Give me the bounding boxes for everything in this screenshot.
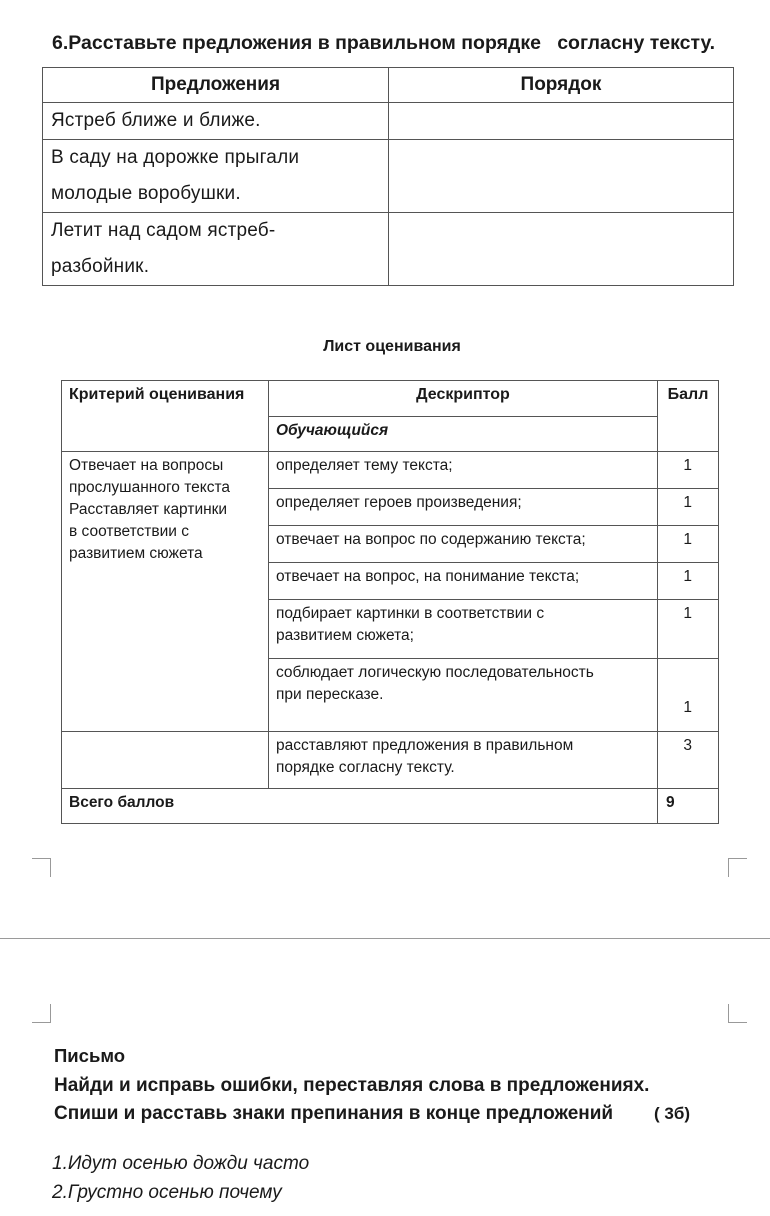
- page-corner-mark: [32, 858, 51, 877]
- score-cell: 1: [658, 600, 719, 659]
- score-cell: 1: [658, 659, 719, 732]
- page-corner-mark: [728, 1004, 747, 1023]
- task6-title: 6.Расставьте предложения в правильном порядке согласну тексту.: [52, 32, 716, 54]
- sentence-cell: [43, 140, 389, 213]
- assessment-header-row: [62, 381, 719, 417]
- order-cell[interactable]: [389, 103, 734, 140]
- total-row: [62, 789, 719, 824]
- table-row: [62, 452, 719, 489]
- sentence-line: молодые воробушки.: [51, 183, 241, 204]
- exercise-item: 1.Идут осенью дожди часто: [52, 1153, 310, 1174]
- descriptor-cell: [269, 659, 658, 732]
- descriptor-cell: [269, 600, 658, 659]
- sentence-line: Ястреб ближе и ближе.: [51, 110, 261, 131]
- descriptor-line: соблюдает логическую последовательность: [276, 664, 594, 681]
- header-score: Балл: [658, 381, 719, 452]
- exercise-item: 2.Грустно осенью почему: [52, 1182, 282, 1203]
- descriptor-cell: [269, 732, 658, 789]
- descriptor-cell: отвечает на вопрос, на понимание текста;: [269, 563, 658, 600]
- score-cell: 1: [658, 563, 719, 600]
- sentence-order-table: [42, 67, 734, 286]
- total-label: Всего баллов: [62, 789, 658, 824]
- assessment-title: Лист оценивания: [323, 338, 461, 355]
- criterion-cell: [62, 452, 269, 732]
- header-criterion: Критерий оценивания: [62, 381, 269, 452]
- descriptor-cell: отвечает на вопрос по содержанию текста;: [269, 526, 658, 563]
- criterion-line: Отвечает на вопросы: [69, 457, 224, 474]
- header-sentences: Предложения: [43, 68, 389, 103]
- order-cell[interactable]: [389, 213, 734, 286]
- score-cell: 1: [658, 452, 719, 489]
- criterion-line: прослушанного текста: [69, 479, 231, 496]
- page-corner-mark: [32, 1004, 51, 1023]
- table-row: [43, 140, 734, 213]
- letter-title: Письмо: [54, 1045, 126, 1066]
- letter-task-line: Найди и исправь ошибки, переставляя слова в предложениях.: [54, 1075, 650, 1096]
- score-cell: 3: [658, 732, 719, 789]
- score-cell: 1: [658, 489, 719, 526]
- sentence-cell: [43, 103, 389, 140]
- sentence-line: Летит над садом ястреб-: [51, 220, 276, 241]
- table-row: [43, 103, 734, 140]
- header-descriptor: Дескриптор: [269, 381, 658, 417]
- order-cell[interactable]: [389, 140, 734, 213]
- descriptor-line: порядке согласну тексту.: [276, 759, 455, 776]
- sentence-line: разбойник.: [51, 256, 150, 277]
- subheader-student: Обучающийся: [269, 416, 658, 452]
- total-value: 9: [658, 789, 719, 824]
- page-corner-mark: [728, 858, 747, 877]
- sentence-cell: [43, 213, 389, 286]
- descriptor-line: расставляют предложения в правильном: [276, 737, 574, 754]
- letter-task-line: Спиши и расставь знаки препинания в конце предложений: [54, 1103, 614, 1124]
- criterion-cell-empty: [62, 732, 269, 789]
- score-cell: 1: [658, 526, 719, 563]
- descriptor-cell: определяет героев произведения;: [269, 489, 658, 526]
- descriptor-line: подбирает картинки в соответствии с: [276, 605, 545, 622]
- assessment-table: [61, 380, 719, 824]
- header-order: Порядок: [389, 68, 734, 103]
- sentence-line: В саду на дорожке прыгали: [51, 147, 300, 168]
- page-separator: [0, 938, 770, 939]
- table-row: [62, 732, 719, 789]
- descriptor-cell: определяет тему текста;: [269, 452, 658, 489]
- criterion-line: в соответствии с: [69, 523, 190, 540]
- table-header-row: [43, 68, 734, 103]
- letter-points: ( 3б): [654, 1104, 691, 1123]
- criterion-line: развитием сюжета: [69, 545, 203, 562]
- table-row: [43, 213, 734, 286]
- descriptor-line: развитием сюжета;: [276, 627, 414, 644]
- descriptor-line: при пересказе.: [276, 686, 384, 703]
- criterion-line: Расставляет картинки: [69, 501, 228, 518]
